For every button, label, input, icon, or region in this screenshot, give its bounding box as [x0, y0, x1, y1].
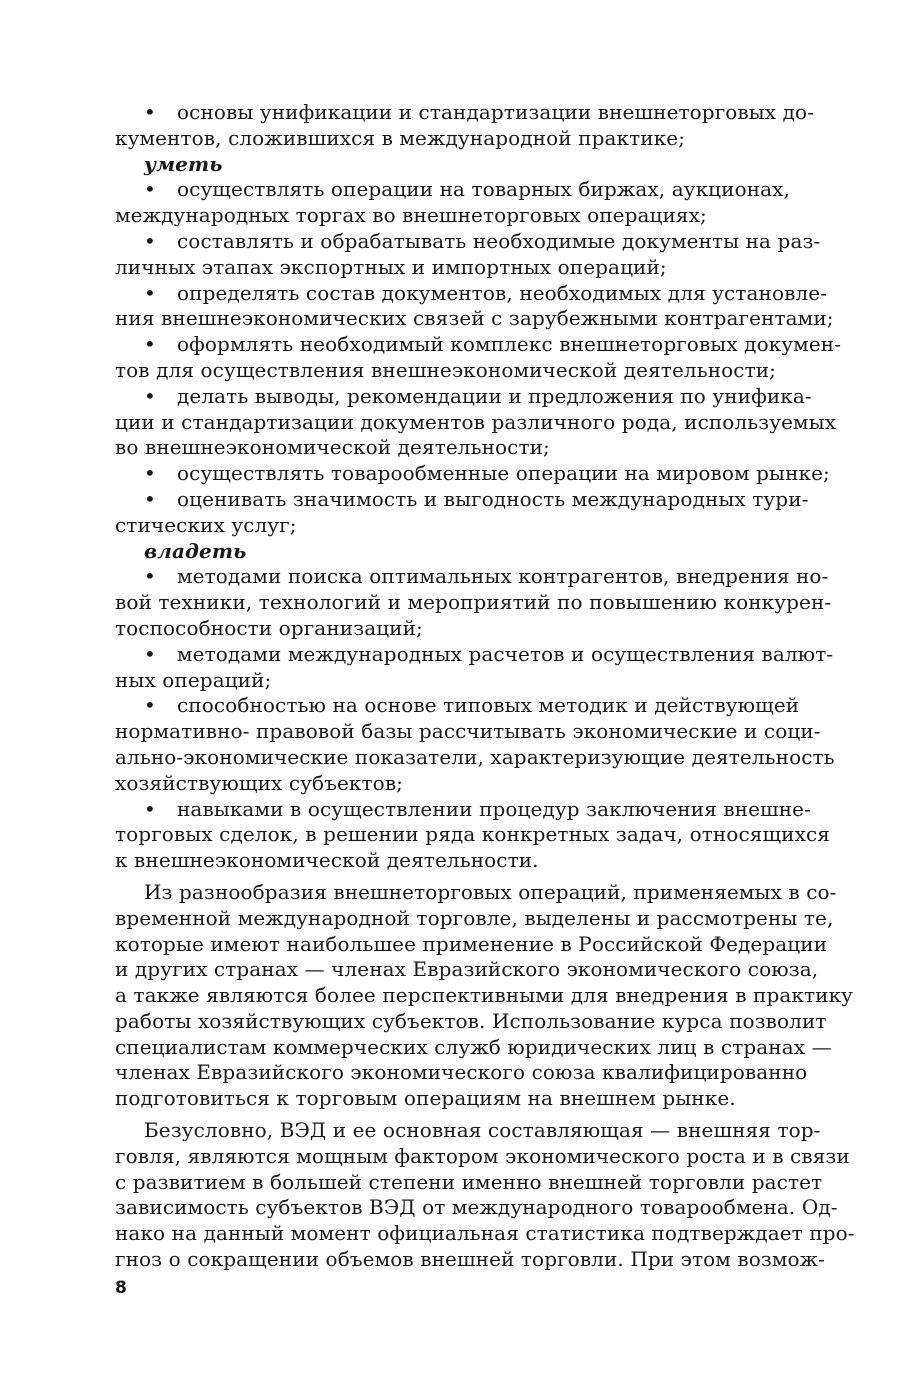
- bullet-marker: •: [144, 796, 156, 821]
- text-line: говля, являются мощным фактором экономического роста и в связи: [115, 1143, 850, 1168]
- paragraph-first-line: Из разнообразия внешнеторговых операций, применяемых в со-: [144, 879, 837, 904]
- bullet-item-line: • оформлять необходимый комплекс внешнеторговых докумен-: [144, 332, 842, 357]
- bullet-marker: •: [144, 332, 156, 357]
- bullet-item-line: • осуществлять операции на товарных биржах, аукционах,: [144, 177, 791, 202]
- text-line: которые имеют наибольшее применение в Российской Федерации: [115, 931, 828, 956]
- bullet-item-line: • методами поиска оптимальных контрагентов, внедрения но-: [144, 564, 829, 589]
- text-line: работы хозяйствующих субъектов. Использование курса позволит: [115, 1008, 827, 1033]
- text-line: и других странах — членах Евразийского экономического союза,: [115, 957, 819, 982]
- section-heading-umet: уметь: [144, 151, 223, 176]
- text-line: международных торгах во внешнеторговых операциях;: [115, 203, 707, 228]
- bullet-marker: •: [144, 693, 156, 718]
- text-line: специалистам коммерческих служб юридических лиц в странах —: [115, 1034, 832, 1059]
- text-line: ально-экономические показатели, характеризующие деятельность: [115, 744, 835, 769]
- text-line: хозяйствующих субъектов;: [115, 770, 404, 795]
- bullet-marker: •: [144, 177, 156, 202]
- bullet-item-line: • способностью на основе типовых методик и действующей: [144, 693, 800, 718]
- bullet-item-line: • осуществлять товарообменные операции на мировом рынке;: [144, 461, 830, 486]
- text-line: ции и стандартизации документов различного рода, используемых: [115, 409, 837, 434]
- text-line: тоспособности организаций;: [115, 615, 423, 640]
- bullet-item-line: • навыками в осуществлении процедур заключения внешне-: [144, 796, 811, 821]
- text-line: с развитием в большей степени именно внешней торговли растет: [115, 1169, 823, 1194]
- bullet-item-line: • определять состав документов, необходимых для установле-: [144, 280, 828, 305]
- text-line: ния внешнеэкономических связей с зарубежными контрагентами;: [115, 306, 834, 331]
- text-line: нормативно- правовой базы рассчитывать экономические и соци-: [115, 719, 821, 744]
- bullet-marker: •: [144, 100, 156, 124]
- bullet-item-line: • оценивать значимость и выгодность международных тури-: [144, 486, 809, 511]
- section-heading-vladet: владеть: [144, 538, 247, 563]
- paragraph-first-line: Безусловно, ВЭД и ее основная составляющая — внешняя тор-: [144, 1118, 821, 1143]
- bullet-item-line: • делать выводы, рекомендации и предложения по унифика-: [144, 383, 812, 408]
- bullet-marker: •: [144, 280, 156, 305]
- text-line: гноз о сокращении объемов внешней торговли. При этом возмож-: [115, 1247, 826, 1272]
- bullet-item-line: • методами международных расчетов и осуществления валют-: [144, 641, 834, 666]
- text-line: во внешнеэкономической деятельности;: [115, 435, 550, 460]
- text-line: зависимость субъектов ВЭД от международного товарообмена. Од-: [115, 1195, 838, 1220]
- bullet-marker: •: [144, 641, 156, 666]
- text-line: подготовиться к торговым операциям на внешнем рынке.: [115, 1086, 736, 1111]
- bullet-item-line: • основы унификации и стандартизации внешнеторговых до-: [144, 100, 815, 124]
- page-number: 8: [115, 1278, 127, 1298]
- text-line: нако на данный момент официальная статистика подтверждает про-: [115, 1221, 855, 1246]
- text-line: членах Евразийского экономического союза квалифицированно: [115, 1060, 808, 1085]
- text-line: торговых сделок, в решении ряда конкретных задач, относящихся: [115, 822, 830, 847]
- bullet-marker: •: [144, 564, 156, 589]
- bullet-marker: •: [144, 461, 156, 486]
- text-line: кументов, сложившихся в международной практике;: [115, 125, 686, 150]
- bullet-marker: •: [144, 486, 156, 511]
- text-line: стических услуг;: [115, 512, 297, 537]
- text-line: временной международной торговле, выделены и рассмотрены те,: [115, 905, 834, 930]
- text-line: вой техники, технологий и мероприятий по повышению конкурен-: [115, 590, 832, 615]
- text-line: личных этапах экспортных и импортных операций;: [115, 254, 667, 279]
- bullet-marker: •: [144, 228, 156, 253]
- text-line: ных операций;: [115, 667, 272, 692]
- bullet-marker: •: [144, 383, 156, 408]
- text-line: тов для осуществления внешнеэкономической деятельности;: [115, 357, 776, 382]
- page-body: [115, 100, 855, 1273]
- bullet-item-line: • составлять и обрабатывать необходимые документы на раз-: [144, 228, 821, 253]
- text-line: к внешнеэкономической деятельности.: [115, 848, 539, 873]
- text-line: а также являются более перспективными для внедрения в практику: [115, 983, 854, 1008]
